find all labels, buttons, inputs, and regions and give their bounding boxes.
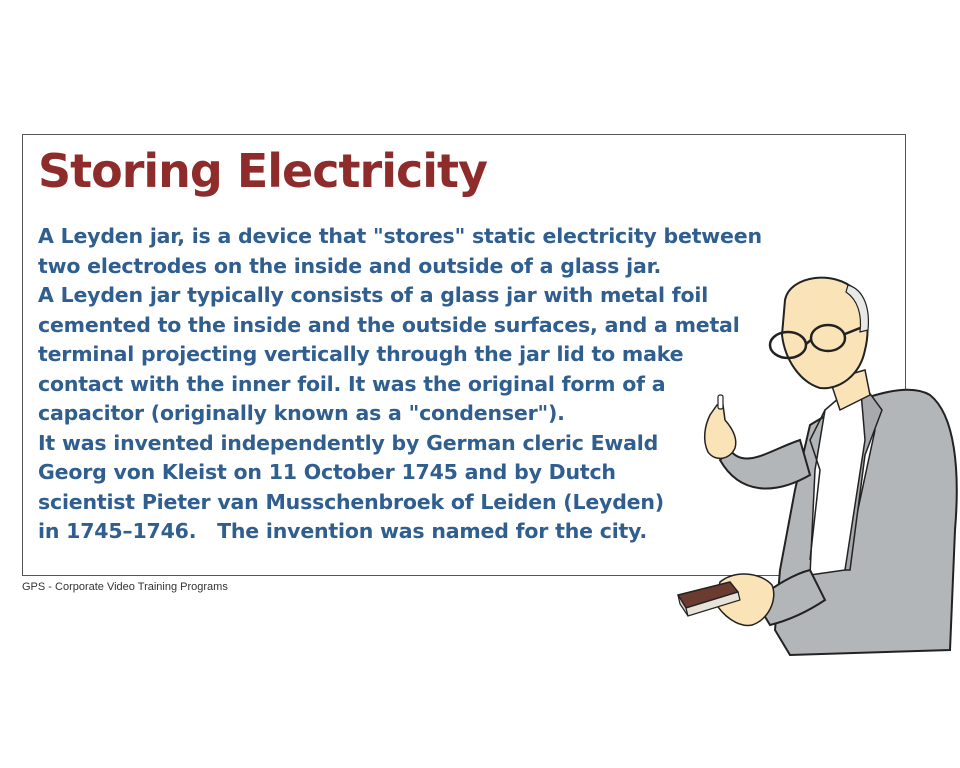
body-line: scientist Pieter van Musschenbroek of Leiden (Leyden)	[38, 489, 664, 514]
body-line: capacitor (originally known as a "condenser").	[38, 401, 565, 425]
teacher-illustration	[660, 270, 960, 660]
body-line: cemented to the inside and the outside surfaces, and a metal	[38, 312, 740, 337]
body-line: in 1745–1746. The invention was named for the city.	[38, 519, 648, 543]
body-line: A Leyden jar, is a device that "stores" static electricity between	[38, 224, 762, 248]
chalk	[718, 395, 723, 409]
body-line: two electrodes on the inside and outside of a glass jar.	[38, 253, 662, 278]
footer-credit: GPS - Corporate Video Training Programs	[22, 581, 228, 593]
body-line: Georg von Kleist on 11 October 1745 and by Dutch	[38, 460, 616, 484]
body-line: A Leyden jar typically consists of a glass jar with metal foil	[38, 283, 709, 307]
raised-hand	[705, 405, 736, 458]
body-line: contact with the inner foil. It was the original form of a	[38, 371, 666, 396]
body-line: It was invented independently by German cleric Ewald	[38, 430, 659, 455]
slide-title: Storing Electricity	[38, 144, 487, 198]
body-line: terminal projecting vertically through the jar lid to make	[38, 342, 684, 366]
